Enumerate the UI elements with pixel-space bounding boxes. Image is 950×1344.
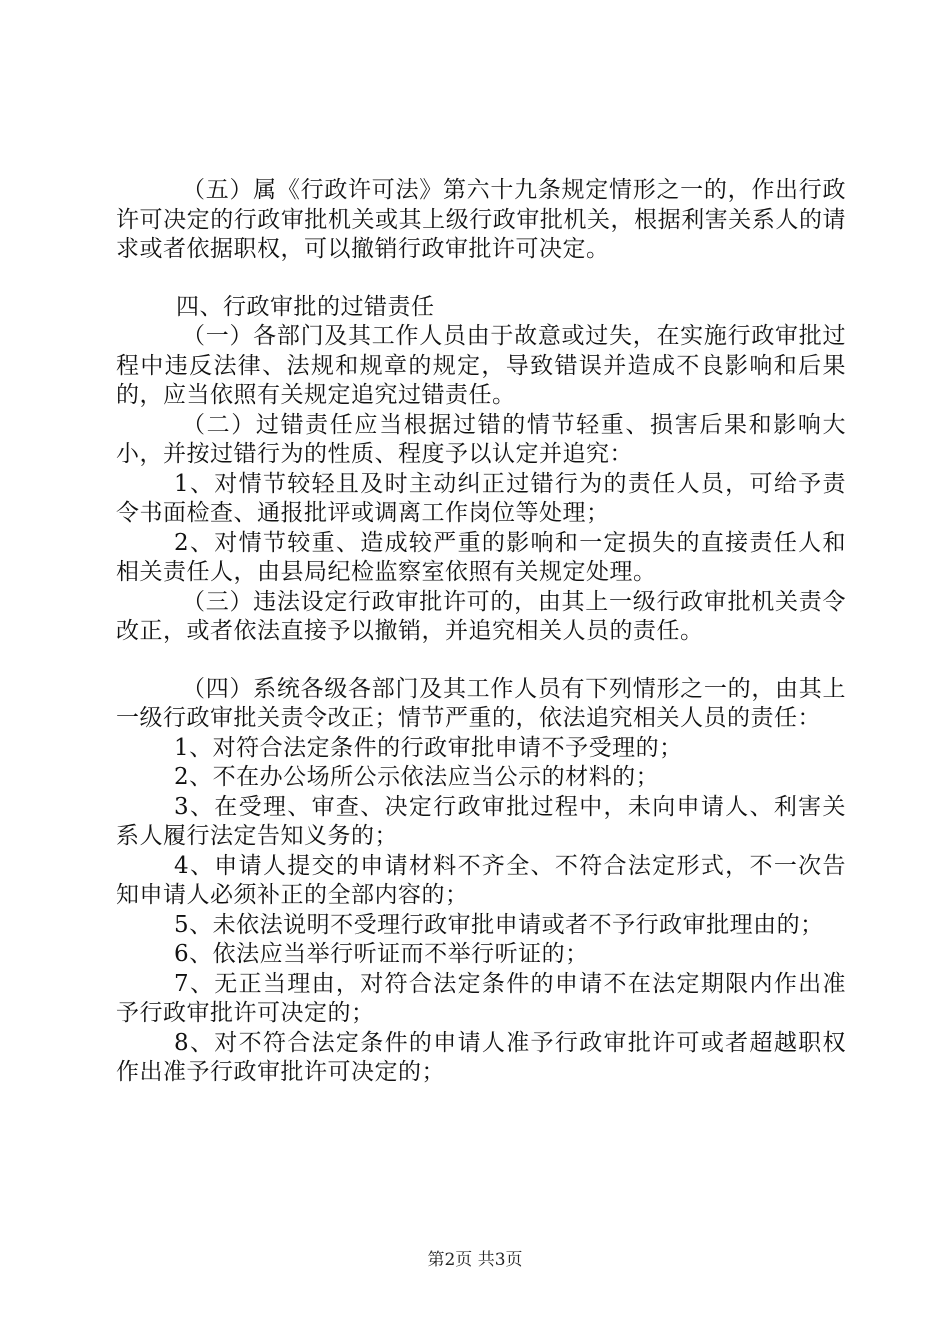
paragraph-item-4: （四）系统各级各部门及其工作人员有下列情形之一的，由其上一级行政审批关责令改正；情节严重的，依法追究相关人员的责任： — [116, 675, 846, 731]
list-item-6: 6、依法应当举行听证而不举行听证的； — [174, 941, 589, 967]
paragraph-item-3: （三）违法设定行政审批许可的，由其上一级行政审批机关责令改正，或者依法直接予以撤销，并追究相关人员的责任。 — [116, 588, 846, 644]
list-item-3: 3、在受理、审查、决定行政审批过程中，未向申请人、利害关系人履行法定告知义务的； — [116, 793, 846, 849]
list-item-1: 1、对符合法定条件的行政审批申请不予受理的； — [174, 734, 683, 761]
list-item-2: 2、不在办公场所公示依法应当公示的材料的； — [174, 764, 660, 790]
list-item-1: 1、对情节较轻且及时主动纠正过错行为的责任人员，可给予责令书面检查、通报批评或调离工作岗位等处理； — [116, 470, 846, 526]
list-item-5: 5、未依法说明不受理行政审批申请或者不予行政审批理由的； — [174, 911, 824, 938]
paragraph-item-2: （二）过错责任应当根据过错的情节轻重、损害后果和影响大小，并按过错行为的性质、程度予以认定并追究： — [116, 411, 846, 467]
list-item-4: 4、申请人提交的申请材料不齐全、不符合法定形式，不一次告知申请人必须补正的全部内容的； — [116, 852, 846, 908]
page-number-footer: 第2页 共3页 — [427, 1250, 523, 1270]
paragraph-item-1: （一）各部门及其工作人员由于故意或过失，在实施行政审批过程中违反法律、法规和规章的规定，导致错误并造成不良影响和后果的，应当依照有关规定追究过错责任。 — [116, 323, 846, 408]
list-item-7: 7、无正当理由，对符合法定条件的申请不在法定期限内作出准予行政审批许可决定的； — [116, 970, 846, 1026]
section-heading-fault-liability: 四、行政审批的过错责任 — [176, 293, 435, 320]
paragraph-item-5-revocation: （五）属《行政许可法》第六十九条规定情形之一的，作出行政许可决定的行政审批机关或其上级行政审批机关，根据利害关系人的请求或者依据职权，可以撤销行政审批许可决定。 — [116, 177, 846, 262]
document-body — [116, 176, 846, 1088]
list-item-2: 2、对情节较重、造成较严重的影响和一定损失的直接责任人和相关责任人，由县局纪检监察室依照有关规定处理。 — [116, 529, 846, 585]
list-item-8: 8、对不符合法定条件的申请人准予行政审批许可或者超越职权作出准予行政审批许可决定的； — [116, 1029, 846, 1085]
